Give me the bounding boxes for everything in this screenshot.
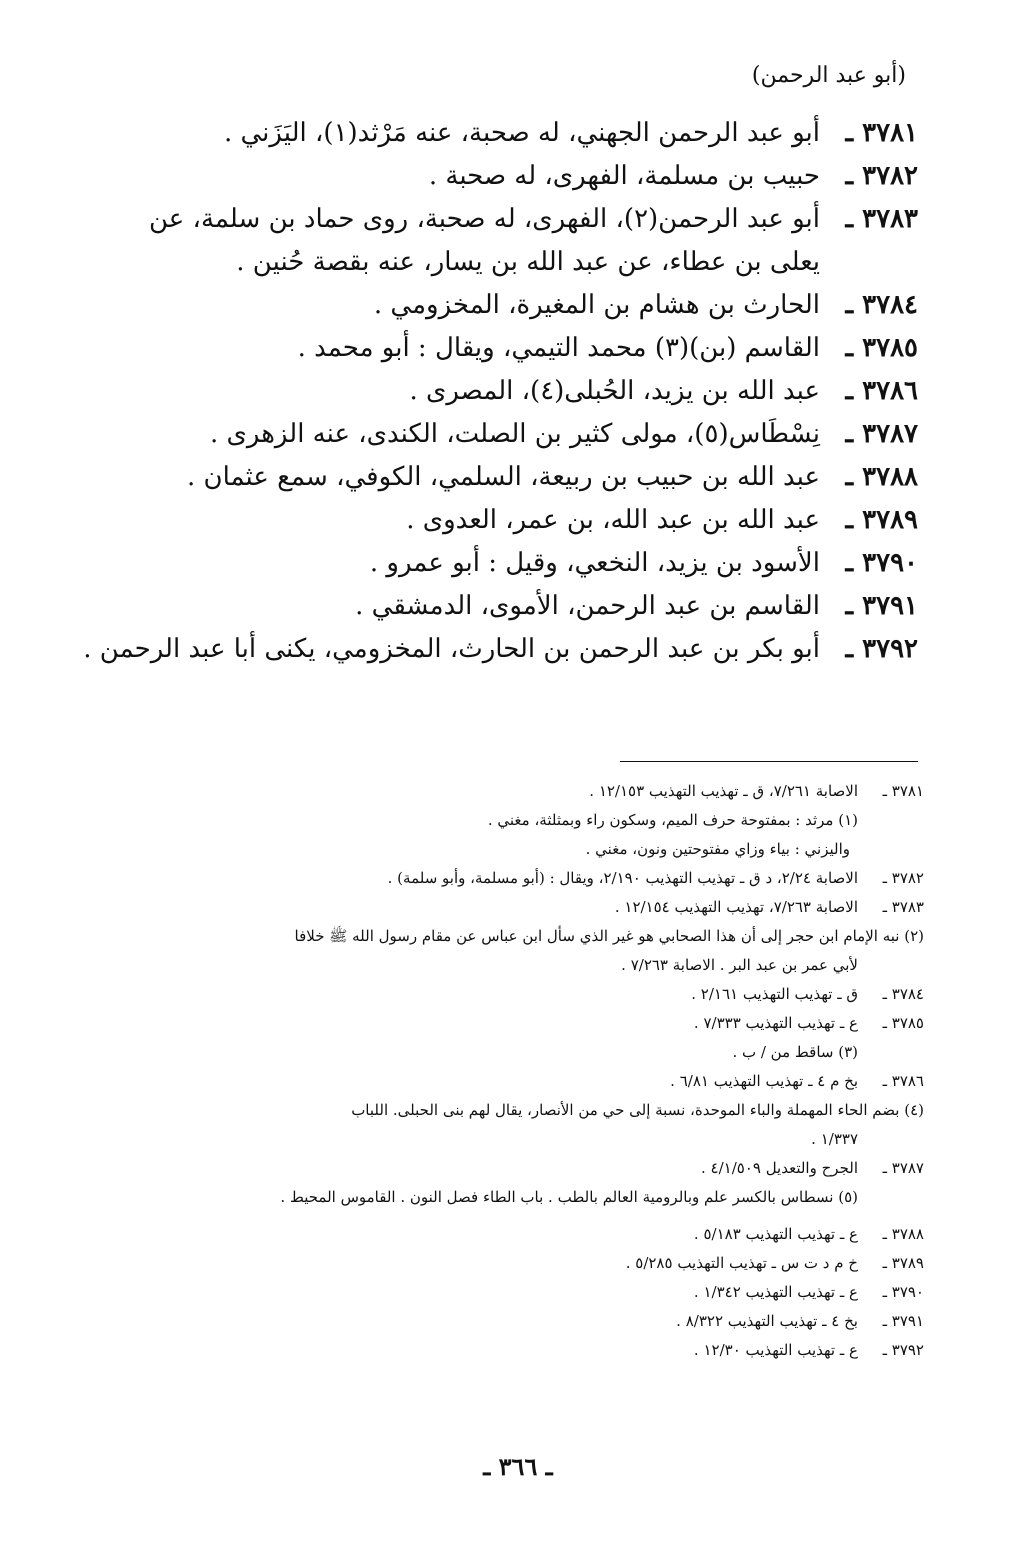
entry-number: ٣٧٨٥ ـ [845,333,918,363]
footnote-text: ١/٣٣٧ . [811,1130,858,1148]
footnote-row [96,1096,924,1125]
reference-row [96,1067,924,1096]
reference-text: بخ م ٤ ـ تهذيب التهذيب ٦/٨١ . [670,1072,858,1090]
entry-number: ٣٧٨٣ ـ [845,204,918,234]
entry-number: ٣٧٨٨ ـ [845,462,918,492]
reference-number: ٣٧٩٢ ـ [882,1341,924,1359]
reference-number: ٣٧٨٤ ـ [882,985,924,1003]
footnote-row [96,1125,924,1154]
entry-text [70,542,820,585]
entry-line: الأسود بن يزيد، النخعي، وقيل : أبو عمرو . [369,548,820,578]
reference-text: ع ـ تهذيب التهذيب ٧/٣٣٣ . [693,1014,858,1032]
entry-text [70,155,820,198]
footnote-row [96,1183,924,1212]
entry-row [70,112,918,155]
entry-number: ٣٧٩٢ ـ [845,634,918,664]
running-header: (أبو عبد الرحمن) [751,63,906,88]
page-number: ـ ٣٦٦ ـ [483,1452,553,1481]
entry-line: القاسم (بن)(٣) محمد التيمي، ويقال : أبو محمد . [297,333,820,363]
entry-line: يعلى بن عطاء، عن عبد الله بن يسار، عنه بقصة حُنين . [236,247,820,277]
entry-row [70,499,918,542]
entry-row [70,628,918,671]
entry-text [70,628,820,671]
footnote-text: (٣) ساقط من / ب . [732,1043,858,1061]
entry-number: ٣٧٩١ ـ [845,591,918,621]
footnote-text: (١) مرثد : بمفتوحة حرف الميم، وسكون راء وبمثلثة، مغني . [487,811,858,829]
entry-text [70,198,820,284]
entry-row [70,413,918,456]
reference-row [96,980,924,1009]
entry-line: أبو عبد الرحمن الجهني، له صحبة، عنه مَرْثد(١)، اليَزَني . [223,118,820,148]
entry-number: ٣٧٨٤ ـ [845,290,918,320]
footnote-row [96,951,924,980]
reference-text: ع ـ تهذيب التهذيب ٥/١٨٣ . [693,1225,858,1243]
entry-text [70,413,820,456]
footnote-row [96,806,924,835]
reference-number: ٣٧٨٩ ـ [882,1254,924,1272]
reference-row [96,1249,924,1278]
entry-number: ٣٧٨٦ ـ [845,376,918,406]
footnote-row [96,922,924,951]
reference-text: الاصابة ٢/٢٤، د ق ـ تهذيب التهذيب ٢/١٩٠، ويقال : (أبو مسلمة، وأبو سلمة) . [387,869,858,887]
reference-row [96,777,924,806]
entry-row [70,198,918,284]
footnote-separator [620,761,918,762]
reference-row [96,1336,924,1365]
reference-number: ٣٧٨١ ـ [882,782,924,800]
reference-text: ع ـ تهذيب التهذيب ١/٣٤٢ . [693,1283,858,1301]
entry-text [70,112,820,155]
entry-line: الحارث بن هشام بن المغيرة، المخزومي . [373,290,820,320]
reference-text: الاصابة ٧/٢٦٣، تهذيب التهذيب ١٢/١٥٤ . [614,898,858,916]
reference-text: الجرح والتعديل ٤/١/٥٠٩ . [700,1159,858,1177]
reference-number: ٣٧٩٠ ـ [882,1283,924,1301]
entry-number: ٣٧٨٧ ـ [845,419,918,449]
entry-line: عبد الله بن عبد الله، بن عمر، العدوى . [406,505,820,535]
footnote-text: واليزني : بياء وزاي مفتوحتين ونون، مغني . [585,840,850,858]
entry-row [70,370,918,413]
reference-text: ق ـ تهذيب التهذيب ٢/١٦١ . [691,985,858,1003]
reference-row [96,864,924,893]
reference-number: ٣٧٨٢ ـ [882,869,924,887]
entry-line: القاسم بن عبد الرحمن، الأموى، الدمشقي . [355,591,820,621]
entry-row [70,585,918,628]
reference-number: ٣٧٨٨ ـ [882,1225,924,1243]
entry-row [70,155,918,198]
entry-text [70,585,820,628]
entry-text [70,327,820,370]
reference-text: بخ ٤ ـ تهذيب التهذيب ٨/٣٢٢ . [676,1312,858,1330]
entry-number: ٣٧٩٠ ـ [845,548,918,578]
entry-line: أبو بكر بن عبد الرحمن بن الحارث، المخزومي، يكنى أبا عبد الرحمن . [83,634,820,664]
entry-row [70,284,918,327]
entry-line: عبد الله بن يزيد، الحُبلى(٤)، المصرى . [409,376,820,406]
entry-text [70,370,820,413]
entry-line: نِسْطَاس(٥)، مولى كثير بن الصلت، الكندى، عنه الزهرى . [209,419,820,449]
entry-text [70,284,820,327]
reference-row [96,1009,924,1038]
reference-text: الاصابة ٧/٢٦١، ق ـ تهذيب التهذيب ١٢/١٥٣ . [589,782,858,800]
reference-text: ع ـ تهذيب التهذيب ١٢/٣٠ . [693,1341,858,1359]
entry-number: ٣٧٨٩ ـ [845,505,918,535]
entry-line: عبد الله بن حبيب بن ربيعة، السلمي، الكوفي، سمع عثمان . [186,462,820,492]
entry-text [70,499,820,542]
reference-row [96,1278,924,1307]
entry-line: حبيب بن مسلمة، الفهرى، له صحبة . [428,161,820,191]
entry-text [70,456,820,499]
reference-row [96,1307,924,1336]
entry-number: ٣٧٨١ ـ [845,118,918,148]
reference-row [96,1154,924,1183]
footnote-text: (٥) نسطاس بالكسر علم وبالرومية العالم بالطب . باب الطاء فصل النون . القاموس المحيط . [280,1188,858,1206]
entry-row [70,542,918,585]
entries-list [70,112,918,671]
reference-text: خ م د ت س ـ تهذيب التهذيب ٥/٢٨٥ . [625,1254,858,1272]
entry-line: أبو عبد الرحمن(٢)، الفهرى، له صحبة، روى حماد بن سلمة، عن [148,204,820,234]
reference-row [96,1220,924,1249]
reference-row [96,893,924,922]
footnote-text: (٤) بضم الحاء المهملة والباء الموحدة، نسبة إلى حي من الأنصار، يقال لهم بنى الحبلى. اللباب [351,1101,924,1119]
footnote-row [96,835,924,864]
entry-number: ٣٧٨٢ ـ [845,161,918,191]
reference-number: ٣٧٨٧ ـ [882,1159,924,1177]
reference-number: ٣٧٨٦ ـ [882,1072,924,1090]
footnote-text: (٢) نبه الإمام ابن حجر إلى أن هذا الصحابي هو غير الذي سأل ابن عباس عن مقام رسول الله ﷺ خلافا [294,927,924,945]
entry-row [70,456,918,499]
footnote-text: لأبي عمر بن عبد البر . الاصابة ٧/٢٦٣ . [621,956,858,974]
reference-number: ٣٧٨٣ ـ [882,898,924,916]
entry-row [70,327,918,370]
footnote-row [96,1038,924,1067]
reference-number: ٣٧٩١ ـ [882,1312,924,1330]
footnotes-list [96,777,924,1365]
reference-number: ٣٧٨٥ ـ [882,1014,924,1032]
